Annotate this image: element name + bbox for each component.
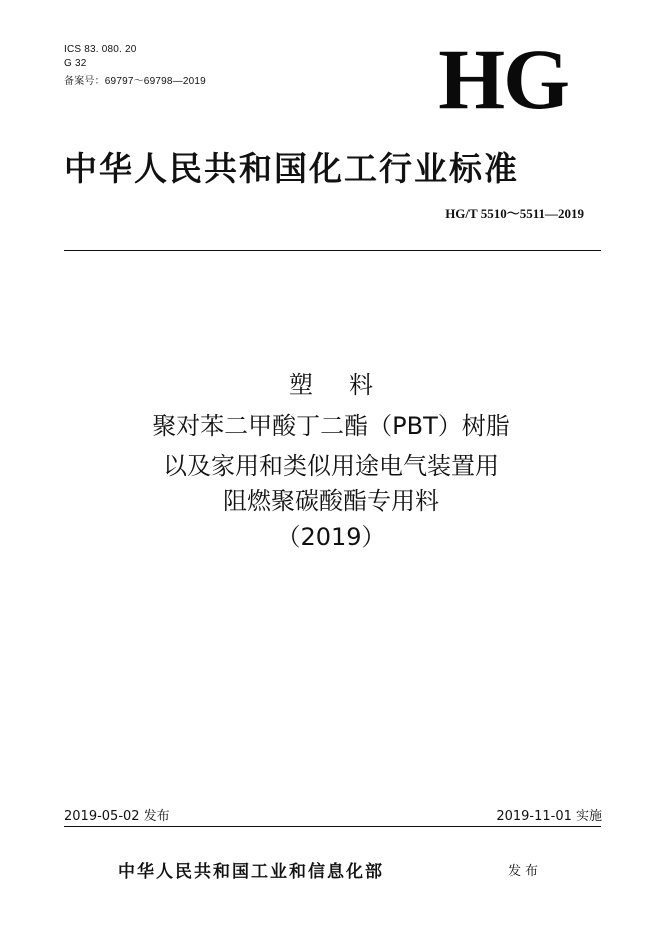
ics-code: ICS 83. 080. 20 [64, 44, 137, 55]
document-title-line: 聚对苯二甲酸丁二酯（PBT）树脂 [152, 412, 510, 440]
document-title-line: 塑料 [289, 371, 409, 399]
issue-date: 2019-05-02 发布 [64, 809, 170, 824]
standard-title: 中华人民共和国化工行业标准 [64, 149, 519, 188]
top-divider [64, 250, 601, 251]
document-title-line: 以及家用和类似用途电气装置用 [163, 452, 499, 480]
hg-logo: HG [438, 31, 568, 127]
standard-number: HG/T 5510～5511—2019 [445, 206, 584, 221]
document-title-year: （2019） [276, 523, 386, 551]
record-number: 备案号：69797～69798—2019 [64, 76, 206, 87]
document-title-line: 阻燃聚碳酸酯专用料 [223, 487, 439, 515]
issuer-name: 中华人民共和国工业和信息化部 [118, 862, 384, 882]
implementation-date: 2019-11-01 实施 [496, 809, 602, 824]
issuer-suffix: 发布 [508, 864, 543, 879]
classification-code: G 32 [64, 58, 87, 69]
bottom-divider [64, 826, 601, 827]
